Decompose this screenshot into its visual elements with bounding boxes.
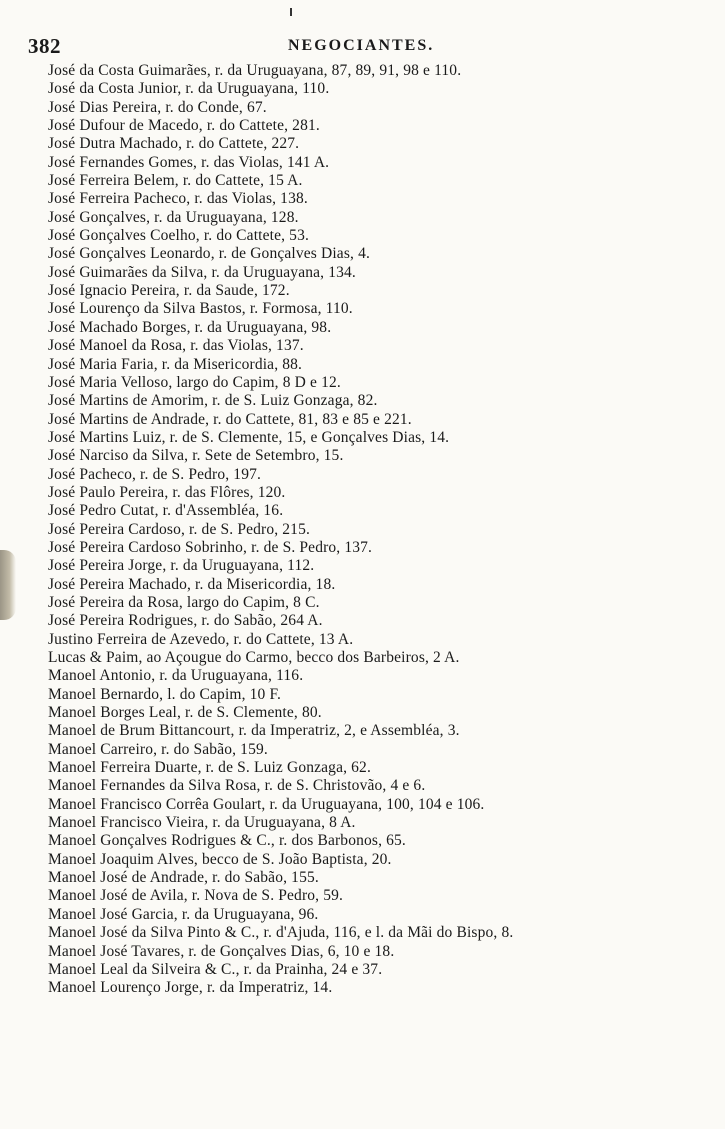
directory-entry: Manoel Francisco Corrêa Goulart, r. da Uruguayana, 100, 104 e 106. bbox=[48, 795, 485, 813]
directory-entry: José Dufour de Macedo, r. do Cattete, 281. bbox=[48, 117, 320, 135]
directory-entry: Lucas & Paim, ao Açougue do Carmo, becco dos Barbeiros, 2 A. bbox=[48, 649, 460, 666]
directory-entry: José Gonçalves Leonardo, r. de Gonçalves Dias, 4. bbox=[48, 245, 370, 263]
directory-entry: Manoel Bernardo, l. do Capim, 10 F. bbox=[48, 685, 282, 703]
directory-entry: José Ignacio Pereira, r. da Saude, 172. bbox=[48, 282, 290, 300]
page-number: 382 bbox=[28, 34, 61, 58]
directory-entry: Manoel José da Silva Pinto & C., r. d'Ajuda, 116, e l. da Mãi do Bispo, 8. bbox=[48, 924, 514, 942]
directory-entry: José Pereira Machado, r. da Misericordia, 18. bbox=[48, 575, 336, 593]
directory-entry: José Narciso da Silva, r. Sete de Setembro, 15. bbox=[48, 447, 344, 465]
directory-entry: José Martins Luiz, r. de S. Clemente, 15, e Gonçalves Dias, 14. bbox=[48, 428, 450, 446]
directory-entry: Manoel Fernandes da Silva Rosa, r. de S. Christovão, 4 e 6. bbox=[48, 777, 426, 795]
directory-entry: José Gonçalves, r. da Uruguayana, 128. bbox=[48, 208, 299, 226]
directory-entry: Manoel Leal da Silveira & C., r. da Prainha, 24 e 37. bbox=[48, 960, 383, 978]
page-header bbox=[0, 34, 725, 58]
directory-entry: José Dias Pereira, r. do Conde, 67. bbox=[48, 98, 267, 116]
directory-entry: Manoel Ferreira Duarte, r. de S. Luiz Gonzaga, 62. bbox=[48, 759, 371, 777]
directory-entry: José Ferreira Pacheco, r. das Violas, 138. bbox=[48, 190, 308, 208]
directory-entry: José Maria Faria, r. da Misericordia, 88. bbox=[48, 355, 303, 373]
directory-entry: Manoel Carreiro, r. do Sabão, 159. bbox=[48, 740, 268, 758]
directory-entry: José Martins de Amorim, r. de S. Luiz Gonzaga, 82. bbox=[48, 392, 378, 410]
directory-entry: Manoel José de Avila, r. Nova de S. Pedro, 59. bbox=[48, 887, 344, 905]
directory-list bbox=[48, 62, 708, 998]
running-head: NEGOCIANTES. bbox=[288, 37, 435, 54]
directory-entry: José Fernandes Gomes, r. das Violas, 141 A. bbox=[48, 153, 330, 171]
directory-entry: Manoel Gonçalves Rodrigues & C., r. dos Barbonos, 65. bbox=[48, 832, 406, 850]
directory-entry: José da Costa Junior, r. da Uruguayana, 110. bbox=[48, 80, 330, 98]
directory-entry: José Gonçalves Coelho, r. do Cattete, 53. bbox=[48, 227, 309, 245]
print-mark bbox=[290, 8, 292, 16]
directory-entry: Manoel Borges Leal, r. de S. Clemente, 80. bbox=[48, 704, 322, 722]
directory-entry: José Pacheco, r. de S. Pedro, 197. bbox=[48, 465, 262, 483]
directory-entry: Justino Ferreira de Azevedo, r. do Cattete, 13 A. bbox=[48, 630, 354, 648]
directory-entry: José Paulo Pereira, r. das Flôres, 120. bbox=[48, 483, 286, 501]
directory-entry: José Manoel da Rosa, r. das Violas, 137. bbox=[48, 337, 304, 355]
margin-stain bbox=[0, 550, 16, 620]
directory-entry: José Lourenço da Silva Bastos, r. Formosa, 110. bbox=[48, 300, 353, 318]
directory-entry: Manoel de Brum Bittancourt, r. da Imperatriz, 2, e Assembléa, 3. bbox=[48, 722, 460, 740]
directory-entry: Manoel Antonio, r. da Uruguayana, 116. bbox=[48, 667, 304, 685]
directory-entry: José Pedro Cutat, r. d'Assembléa, 16. bbox=[48, 502, 284, 520]
directory-entry: Manoel José Tavares, r. de Gonçalves Dias, 6, 10 e 18. bbox=[48, 942, 395, 960]
directory-entry: José Machado Borges, r. da Uruguayana, 98. bbox=[48, 318, 332, 336]
directory-entry: José Maria Velloso, largo do Capim, 8 D e 12. bbox=[48, 373, 341, 391]
directory-entry: Manoel Joaquim Alves, becco de S. João Baptista, 20. bbox=[48, 850, 392, 868]
directory-entry: José Guimarães da Silva, r. da Uruguayana, 134. bbox=[48, 263, 356, 281]
directory-entry: José da Costa Guimarães, r. da Uruguayana, 87, 89, 91, 98 e 110. bbox=[48, 62, 462, 79]
directory-entry: José Pereira Cardoso, r. de S. Pedro, 215. bbox=[48, 520, 311, 538]
directory-entry: José Pereira Jorge, r. da Uruguayana, 112. bbox=[48, 557, 315, 575]
directory-entry: José Pereira da Rosa, largo do Capim, 8 C. bbox=[48, 593, 320, 611]
directory-entry: Manoel Lourenço Jorge, r. da Imperatriz, 14. bbox=[48, 979, 333, 997]
directory-entry: Manoel José Garcia, r. da Uruguayana, 96. bbox=[48, 905, 319, 923]
directory-entry: José Ferreira Belem, r. do Cattete, 15 A. bbox=[48, 172, 303, 190]
directory-entry: José Martins de Andrade, r. do Cattete, 81, 83 e 85 e 221. bbox=[48, 410, 412, 428]
directory-entry: Manoel José de Andrade, r. do Sabão, 155. bbox=[48, 869, 319, 887]
directory-entry: José Dutra Machado, r. do Cattete, 227. bbox=[48, 135, 300, 153]
directory-entry: José Pereira Cardoso Sobrinho, r. de S. Pedro, 137. bbox=[48, 538, 373, 556]
directory-entry: Manoel Francisco Vieira, r. da Uruguayana, 8 A. bbox=[48, 814, 356, 832]
directory-entry: José Pereira Rodrigues, r. do Sabão, 264 A. bbox=[48, 612, 323, 630]
